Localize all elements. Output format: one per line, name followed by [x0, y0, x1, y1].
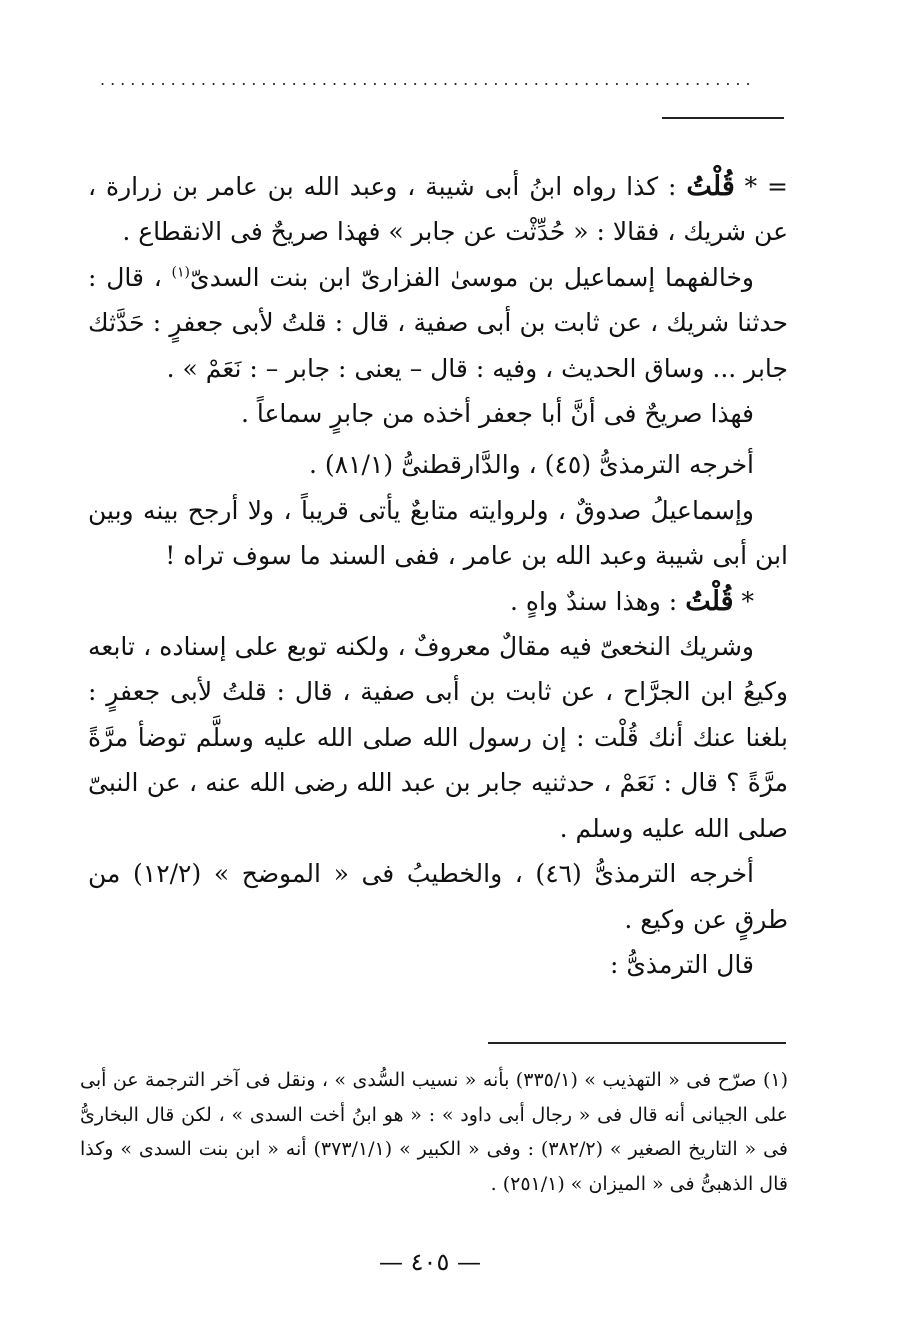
page-number: — ٤٠٥ —	[379, 1248, 481, 1276]
paragraph-8: أخرجه الترمذىُّ (٤٦) ، والخطيبُ فى « الموضح » (١٢/٢) من طرقٍ عن وكيع .	[88, 859, 788, 934]
paragraph-4: أخرجه الترمذىُّ (٤٥) ، والدَّارقطنىُّ (٨١/١) .	[309, 450, 754, 480]
footnote-rule	[488, 1042, 786, 1044]
paragraph-1-text: : كذا رواه ابنُ أبى شيبة ، وعبد الله بن عامر بن زرارة ، عن شريك ، فقالا : « حُدِّثْت عن جابر » فهذا صريحٌ فى الانقطاع .	[88, 172, 788, 247]
paragraph-2-text-a: وخالفهما إسماعيل بن موسىٰ الفزارىّ ابن بنت السدىّ	[190, 262, 754, 292]
footnote-text: (١) صرّح فى « التهذيب » (٣٣٥/١) بأنه « نسيب السُّدى » ، ونقل فى آخر الترجمة عن أبى على الجيانى أنه قال فى « رجال أبى داود » : « هو ابنُ أخت السدى » ، لكن قال البخارىُّ فى « التاريخ الصغير » (٣٨٢/٢) : وفى « الكبير » (٣٧٣/١/١) أنه « ابن بنت السدى » وكذا قال الذهبىُّ فى « الميزان » (٢٥١/١) .	[80, 1069, 789, 1195]
dotted-separator: .................................................................	[100, 70, 756, 89]
paragraph-9: قال الترمذىُّ :	[609, 949, 754, 979]
paragraph-7: وشريك النخعىّ فيه مقالٌ معروفٌ ، ولكنه توبع على إسناده ، تابعه وكيعُ ابن الجرَّاح ، عن ثابت بن أبى صفية ، قال : قلتُ لأبى جعفرٍ : بلغنا عنك أنك قُلْت : إن رسول الله صلى الله عليه وسلَّم توضأ مرَّةً مرَّةً ؟ قال : نَعَمْ ، حدثنيه جابر بن عبد الله رضى الله عنه ، عن النبىّ صلى الله عليه وسلم .	[88, 632, 788, 843]
qult-heading: قُلْتُ	[685, 585, 734, 617]
paragraph-3: فهذا صريحٌ فى أنَّ أبا جعفر أخذه من جابرٍ سماعاً .	[240, 399, 754, 429]
paragraph-6-lead: *	[733, 586, 754, 616]
paragraph-1-lead: = *	[734, 172, 788, 201]
footnote	[80, 1063, 788, 1201]
paragraph-2	[88, 255, 788, 391]
qult-heading: قُلْتُ	[686, 171, 735, 202]
main-text	[88, 164, 788, 987]
continuation-rule	[662, 117, 784, 119]
paragraph-6	[88, 579, 788, 624]
paragraph-1	[88, 164, 788, 255]
paragraph-2-text-b: ، قال : حدثنا شريك ، عن ثابت بن أبى صفية ، قال : قلتُ لأبى جعفرٍ : حَدَّثك جابر ... وساق الحديث ، وفيه : قال – يعنى : جابر – : نَعَمْ » .	[88, 262, 788, 383]
paragraph-5: وإسماعيلُ صدوقٌ ، ولروايته متابعٌ يأتى قريباً ، ولا أرجح بينه وبين ابن أبى شيبة وعبد الله بن عامر ، ففى السند ما سوف تراه !	[88, 495, 788, 571]
paragraph-6-text: : وهذا سندٌ واهٍ .	[510, 586, 686, 616]
footnote-marker: (١)	[171, 264, 191, 281]
